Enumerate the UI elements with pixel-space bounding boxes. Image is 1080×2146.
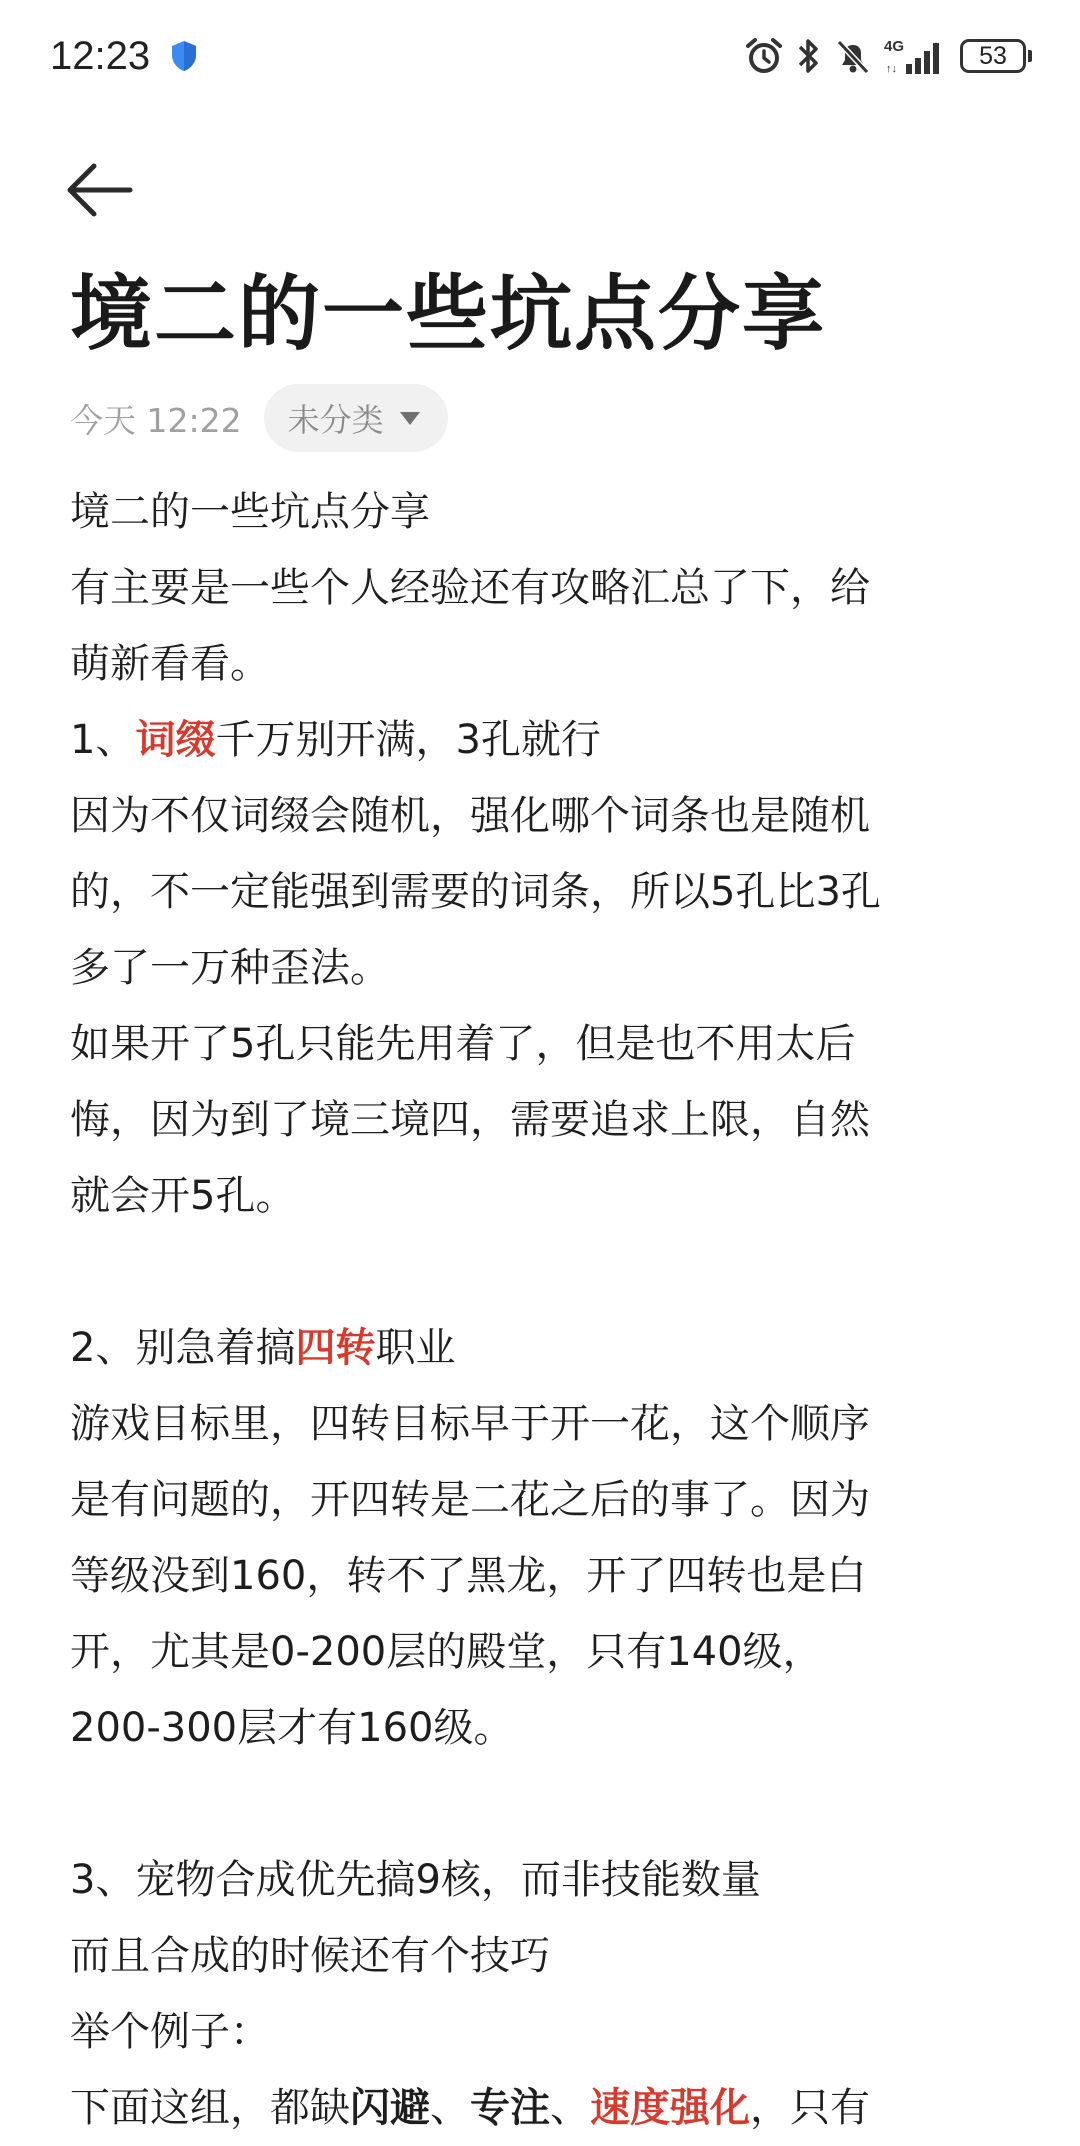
category-label: 未分类 [287, 401, 384, 439]
shield-icon [170, 40, 198, 72]
bold-text: 专注 [470, 2085, 550, 2131]
body-line: 有主要是一些个人经验还有攻略汇总了下，给 [70, 565, 870, 611]
body-line: 多了一万种歪法。 [70, 945, 390, 991]
battery-indicator [960, 39, 1032, 73]
mute-notification-icon [834, 36, 872, 76]
heading-prefix: 1、 [70, 717, 136, 763]
text-run: 下面这组，都缺 [70, 2085, 350, 2131]
heading-suffix: 千万别开满，3孔就行 [215, 717, 601, 763]
blank-line [70, 1234, 1010, 1310]
body-line: 就会开5孔。 [70, 1173, 296, 1219]
bold-text: 闪避 [350, 2085, 430, 2131]
section-heading-3: 3、宠物合成优先搞9核，而非技能数量 [70, 1857, 761, 1903]
body-line: 游戏目标里，四转目标早于开一花，这个顺序 [70, 1401, 870, 1447]
page-title[interactable]: 境二的一些坑点分享 [70, 267, 827, 362]
signal-4g-icon [884, 36, 948, 76]
svg-text:↑↓: ↑↓ [886, 63, 897, 75]
alarm-icon [744, 36, 784, 76]
note-body[interactable] [70, 474, 1010, 2146]
body-line: 因为不仅词缀会随机，强化哪个词条也是随机 [70, 793, 870, 839]
status-icons [744, 34, 1032, 78]
body-line: 如果开了5孔只能先用着了，但是也不用太后 [70, 1021, 856, 1067]
highlight-text: 速度强化 [590, 2085, 750, 2131]
body-line-partial [70, 2070, 1010, 2146]
body-line: 开，尤其是0-200层的殿堂，只有140级， [70, 1629, 823, 1675]
section-heading-1 [70, 702, 1010, 778]
status-time: 12:23 [50, 34, 151, 78]
blank-line [70, 1766, 1010, 1842]
battery-cap [1028, 50, 1032, 62]
back-button[interactable] [64, 158, 136, 222]
text-run: 、 [430, 2085, 470, 2131]
heading-prefix: 2、别急着搞 [70, 1325, 296, 1371]
body-line: 是有问题的，开四转是二花之后的事了。因为 [70, 1477, 870, 1523]
caret-down-icon [400, 412, 420, 425]
status-bar [0, 0, 1080, 110]
body-line: 200-300层才有160级。 [70, 1705, 514, 1751]
highlight-text: 词缀 [135, 717, 216, 763]
text-run: ，只有 [750, 2085, 870, 2131]
body-line: 举个例子： [70, 2009, 270, 2055]
body-line: 境二的一些坑点分享 [70, 489, 430, 535]
body-line: 悔，因为到了境三境四，需要追求上限，自然 [70, 1097, 870, 1143]
body-line: 而且合成的时候还有个技巧 [70, 1933, 550, 1979]
body-line: 等级没到160，转不了黑龙，开了四转也是白 [70, 1553, 867, 1599]
category-dropdown[interactable] [264, 384, 448, 452]
note-meta [70, 384, 448, 452]
body-line: 萌新看看。 [70, 641, 270, 687]
section-heading-2 [70, 1310, 1010, 1386]
svg-text:4G: 4G [884, 38, 905, 55]
text-run: 、 [550, 2085, 590, 2131]
bluetooth-icon [796, 36, 822, 76]
highlight-text: 四转 [295, 1325, 376, 1371]
note-date: 今天 12:22 [70, 400, 242, 440]
body-line: 的，不一定能强到需要的词条，所以5孔比3孔 [70, 869, 881, 915]
heading-suffix: 职业 [375, 1325, 456, 1371]
battery-level: 53 [960, 39, 1026, 73]
